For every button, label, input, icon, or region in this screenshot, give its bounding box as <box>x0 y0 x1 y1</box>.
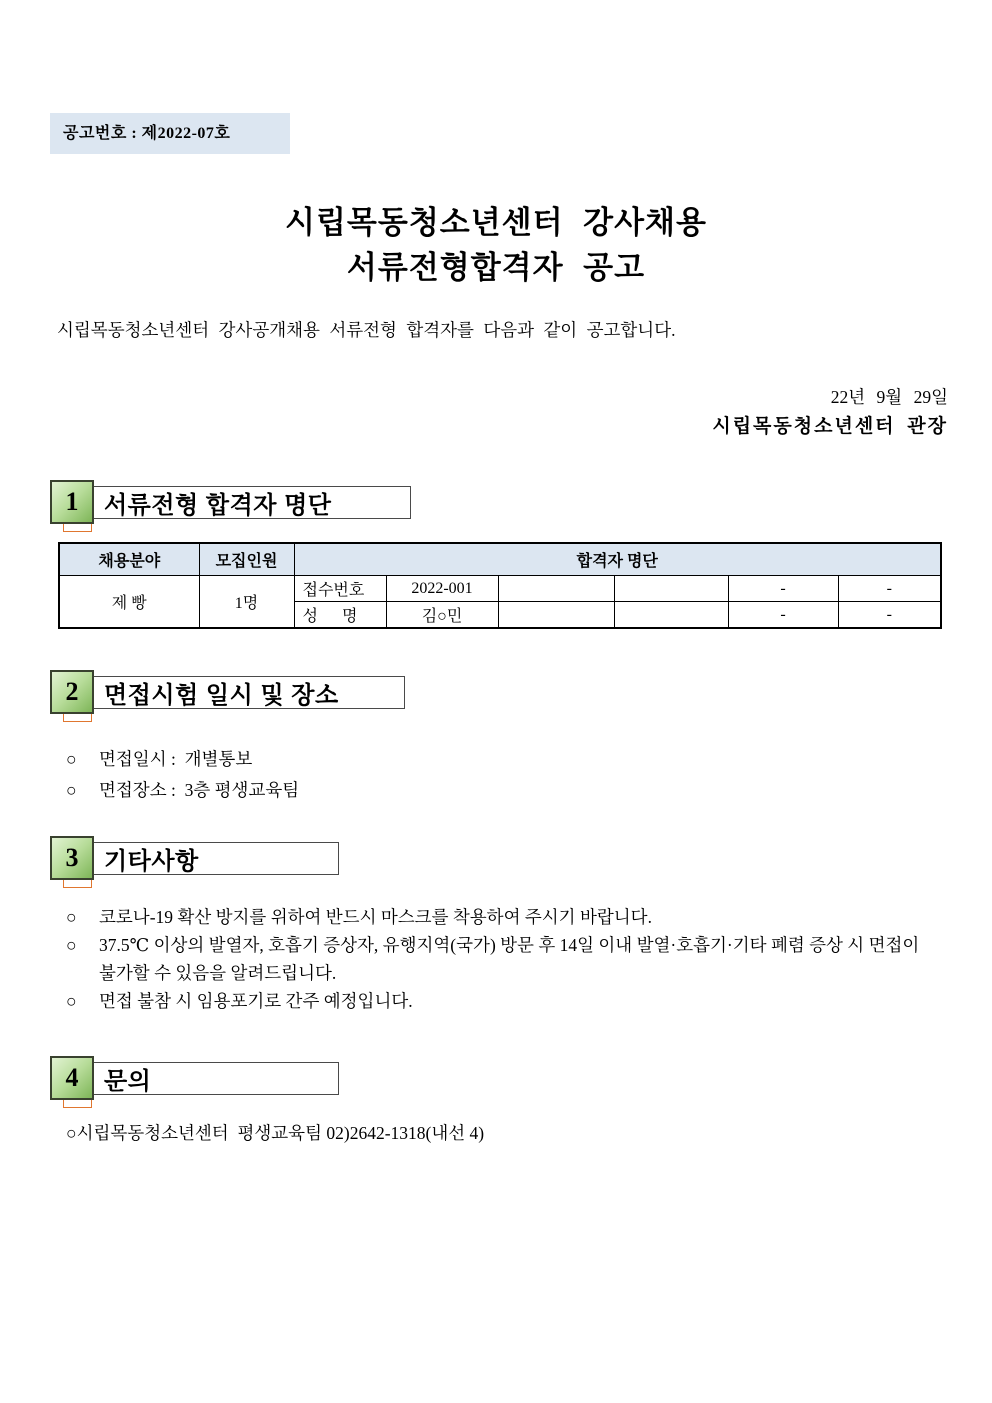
section-4-title: 문의 <box>104 1068 152 1095</box>
section-4-title-box <box>89 1062 339 1095</box>
col-header-count: 모집인원 <box>199 543 294 576</box>
cell-count: 1명 <box>199 576 294 629</box>
list-item <box>66 775 299 806</box>
table-header-row <box>59 543 941 576</box>
cell-dash: - <box>838 602 941 629</box>
cell-dash: - <box>838 576 941 602</box>
etc-notes-list <box>66 903 938 1015</box>
note-absence-text: 면접 불참 시 임용포기로 간주 예정입니다. <box>99 991 413 1011</box>
section-3-title: 기타사항 <box>104 848 199 875</box>
section-4-number-badge: 4 <box>50 1056 94 1100</box>
announcement-date: 22년 9월 29일 <box>830 387 948 407</box>
contact-info-text: ○시립목동청소년센터 평생교육팀 02)2642-1318(내선 4) <box>66 1123 485 1143</box>
cell-label-receipt-no: 접수번호 <box>294 576 386 602</box>
section-1-title-box <box>89 486 411 519</box>
section-2-title-box <box>89 676 405 709</box>
table-row <box>59 576 941 602</box>
page-title-line2: 서류전형합격자 공고 <box>346 250 646 285</box>
circle-bullet-icon: ○ <box>66 780 77 800</box>
list-item <box>66 744 299 775</box>
cell-empty <box>498 576 614 602</box>
interview-date-text: 면접일시 : 개별통보 <box>99 749 253 769</box>
cell-empty <box>614 576 728 602</box>
col-header-pass-list: 합격자 명단 <box>294 543 941 576</box>
list-item <box>66 987 938 1015</box>
list-item <box>66 903 938 931</box>
section-2-number-badge: 2 <box>50 670 94 714</box>
cell-label-name: 성 명 <box>294 602 386 629</box>
list-item <box>66 931 938 987</box>
circle-bullet-icon: ○ <box>66 749 77 769</box>
page-title <box>0 200 992 290</box>
section-2-title: 면접시험 일시 및 장소 <box>104 682 339 709</box>
cell-receipt-no: 2022-001 <box>386 576 498 602</box>
section-1-title: 서류전형 합격자 명단 <box>104 492 332 519</box>
intro-text: 시립목동청소년센터 강사공개채용 서류전형 합격자를 다음과 같이 공고합니다. <box>57 320 676 340</box>
cell-dash: - <box>728 602 838 629</box>
announcement-number-box: 공고번호 : 제2022-07호 <box>50 113 290 154</box>
circle-bullet-icon: ○ <box>66 991 77 1011</box>
signer-title: 시립목동청소년센터 관장 <box>712 416 948 437</box>
interview-place-text: 면접장소 : 3층 평생교육팀 <box>99 780 300 800</box>
interview-info-list <box>66 744 299 806</box>
section-1-number-badge: 1 <box>50 480 94 524</box>
note-fever-text: 37.5℃ 이상의 발열자, 호흡기 증상자, 유행지역(국가) 방문 후 14일 이내 발열·호흡기·기타 폐렴 증상 시 면접이 불가할 수 있음을 알려드립니다. <box>99 935 924 983</box>
section-3-title-box <box>89 842 339 875</box>
page-title-line1: 시립목동청소년센터 강사채용 <box>285 205 707 240</box>
circle-bullet-icon: ○ <box>66 935 77 955</box>
section-3-number-badge: 3 <box>50 836 94 880</box>
cell-field: 제 빵 <box>59 576 199 629</box>
cell-empty <box>614 602 728 629</box>
cell-dash: - <box>728 576 838 602</box>
circle-bullet-icon: ○ <box>66 907 77 927</box>
note-mask-text: 코로나-19 확산 방지를 위하여 반드시 마스크를 착용하여 주시기 바랍니다. <box>99 907 652 927</box>
cell-name: 김○민 <box>386 602 498 629</box>
pass-list-table <box>58 542 942 629</box>
cell-empty <box>498 602 614 629</box>
col-header-field: 채용분야 <box>59 543 199 576</box>
